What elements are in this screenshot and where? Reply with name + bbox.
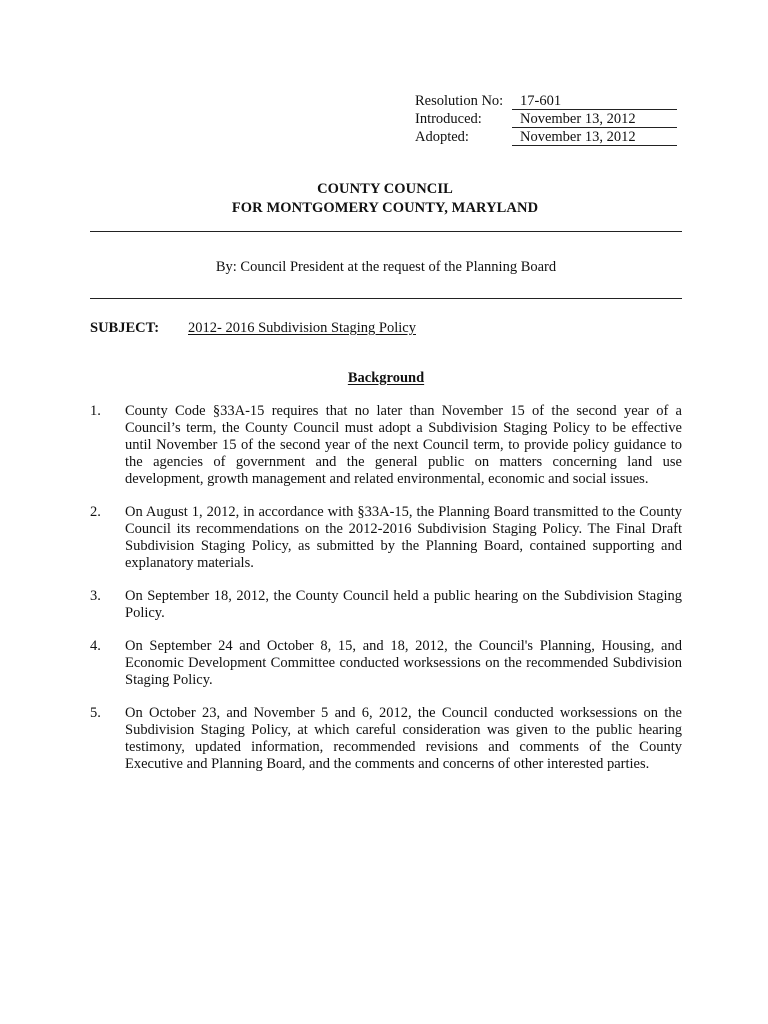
paragraph bbox=[90, 705, 682, 773]
paragraph-number: 5. bbox=[90, 705, 101, 721]
paragraph-text: On August 1, 2012, in accordance with §33A-15, the Planning Board transmitted to the County Council its recommendations on the 2012-2016 Subdivision Staging Policy. The Final Draft Subdivision Staging Policy, as submitted by the Planning Board, contained supporting and explanatory materials. bbox=[125, 504, 682, 571]
paragraph-text: On September 18, 2012, the County Council held a public hearing on the Subdivision Staging Policy. bbox=[125, 588, 682, 621]
subject-line bbox=[90, 319, 416, 337]
paragraph-text: On September 24 and October 8, 15, and 18, 2012, the Council's Planning, Housing, and Economic Development Committee conducted worksessions on the recommended Subdivision Staging Policy. bbox=[125, 638, 682, 688]
resolution-number-label: Resolution No: bbox=[415, 93, 504, 109]
paragraph-number: 4. bbox=[90, 638, 101, 654]
paragraph-text: County Code §33A-15 requires that no later than November 15 of the second year of a Council’s term, the County Council must adopt a Subdivision Staging Policy to be effective until November 15 of the second year of the next Council term, to provide policy guidance to the agencies of government and the general public on matters concerning land use development, growth management and related environmental, economic and social issues. bbox=[125, 403, 682, 487]
top-divider bbox=[90, 231, 682, 232]
introduced-label: Introduced: bbox=[415, 111, 482, 127]
section-title-background: Background bbox=[347, 370, 425, 386]
resolution-number-row bbox=[415, 92, 677, 110]
adopted-label: Adopted: bbox=[415, 129, 469, 145]
paragraph bbox=[90, 638, 682, 689]
council-heading-line1: COUNTY COUNCIL bbox=[317, 181, 453, 197]
introduced-value: November 13, 2012 bbox=[512, 110, 677, 128]
adopted-row bbox=[415, 128, 677, 146]
paragraph-text: On October 23, and November 5 and 6, 2012, the Council conducted worksessions on the Subdivision Staging Policy, at which careful consideration was given to the public hearing testimony, updated information, recommended revisions and comments of the County Executive and Planning Board, and the comments and concerns of other interested parties. bbox=[125, 705, 682, 772]
paragraph-number: 1. bbox=[90, 403, 101, 419]
resolution-meta-block bbox=[415, 92, 677, 146]
council-heading-line2: FOR MONTGOMERY COUNTY, MARYLAND bbox=[231, 200, 539, 216]
paragraph bbox=[90, 403, 682, 488]
subject-value: 2012- 2016 Subdivision Staging Policy bbox=[188, 320, 416, 336]
paragraph-number: 2. bbox=[90, 504, 101, 520]
paragraph bbox=[90, 504, 682, 572]
introduced-row bbox=[415, 110, 677, 128]
resolution-number-value: 17-601 bbox=[512, 92, 677, 110]
council-heading bbox=[90, 180, 680, 218]
paragraph-number: 3. bbox=[90, 588, 101, 604]
adopted-value: November 13, 2012 bbox=[512, 128, 677, 146]
byline: By: Council President at the request of the Planning Board bbox=[215, 259, 557, 275]
paragraph bbox=[90, 588, 682, 622]
background-paragraphs bbox=[90, 403, 682, 789]
bottom-divider bbox=[90, 298, 682, 299]
subject-label: SUBJECT: bbox=[90, 320, 160, 336]
